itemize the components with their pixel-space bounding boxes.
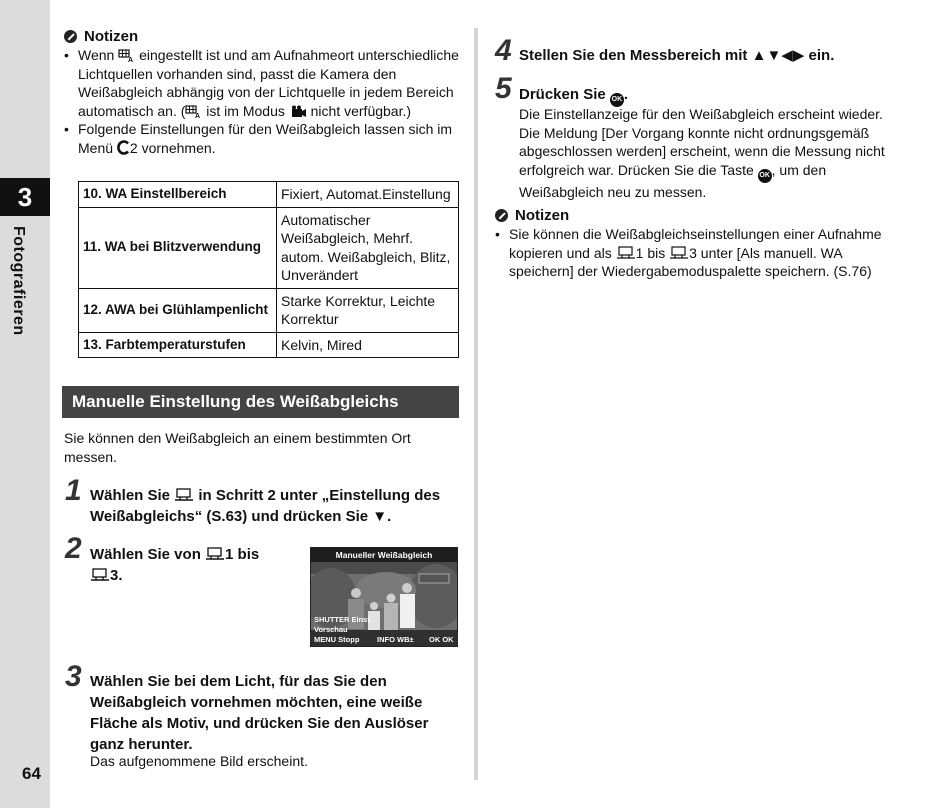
note-pencil-icon (64, 30, 77, 43)
step-1-text: Wählen Sie in Schritt 2 unter „Einstellung des Weißabgleichs“ (S.63) und drücken Sie ▼. (90, 487, 441, 525)
step-4-text: Stellen Sie den Messbereich mit ▲▼◀▶ ein. (519, 47, 835, 64)
manual-wb-icon (174, 488, 194, 502)
chapter-sidebar (0, 0, 50, 808)
ok-button-icon: OK (610, 93, 624, 107)
camera-screen-label: Vorschau (314, 625, 348, 634)
step-3-subtext: Das aufgenommene Bild erscheint. (90, 753, 308, 769)
note-bullets (495, 225, 895, 281)
step-number: 3 (65, 660, 82, 693)
direction-arrows-icon: ▲▼◀▶ (751, 47, 805, 64)
svg-text:A: A (128, 57, 134, 62)
ok-button-icon: OK (758, 169, 772, 183)
step-number: 1 (65, 474, 82, 507)
note-block-right (495, 207, 895, 281)
section-intro: Sie können den Weißabgleich an einem bestimmten Ort messen. (64, 430, 411, 465)
camera-screen-label: SHUTTER Einst. (314, 615, 372, 624)
camera-screen-label: INFO WB± (377, 635, 414, 644)
multi-auto-wb-icon (185, 105, 202, 118)
step-5-title: Drücken Sie OK . (519, 84, 919, 107)
multi-auto-wb-icon (118, 49, 135, 62)
camera-screen-label: OK OK (429, 635, 454, 644)
manual-wb-icon (616, 246, 636, 260)
table-row: 10. WA Einstellbereich Fixiert, Automat.Einstellung (79, 182, 459, 208)
table-row: 12. AWA bei Glühlampenlicht Starke Korrektur, Leichte Korrektur (79, 288, 459, 332)
note-bullet: • Wenn A eingestellt ist und am Aufnahmeort unterschiedliche Lichtquellen vorhanden sind, passt die Kamera den Weißabgleich abhängig von der Lichtquelle in jedem Bereich automatisch an. ( A ist im Modus nicht verfügbar.) (64, 46, 460, 120)
camera-screen-label: MENU Stopp (314, 635, 360, 644)
note-bullet: • Folgende Einstellungen für den Weißabgleich lassen sich im Menü 2 vornehmen. (64, 120, 460, 157)
camera-screen-illustration (310, 547, 458, 647)
chapter-label: Fotografieren (10, 226, 27, 336)
svg-text:A: A (195, 112, 201, 118)
note-bullet: • Sie können die Weißabgleichseinstellungen einer Aufnahme kopieren und als 1 bis 3 unter [Als manuell. WA speichern] der Wiedergabemoduspalette speichern. (S.76) (495, 225, 895, 281)
column-divider (474, 28, 478, 780)
step-number: 4 (495, 34, 512, 67)
camera-screen-title: Manueller Weißabgleich (335, 550, 433, 560)
manual-wb-icon (669, 246, 689, 260)
settings-table (78, 181, 459, 358)
table-row: 11. WA bei Blitzverwendung Automatischer Weißabgleich, Mehrf. autom. Weißabgleich, Blitz, Unverändert (79, 207, 459, 288)
manual-wb-icon (90, 568, 110, 582)
section-title: Manuelle Einstellung des Weißabgleichs (62, 386, 459, 418)
page-number: 64 (22, 764, 41, 783)
note-title: Notizen (84, 28, 139, 45)
note-pencil-icon (495, 209, 508, 222)
note-block-left (64, 28, 460, 157)
manual-wb-icon (205, 547, 225, 561)
chapter-number: 3 (0, 178, 50, 216)
step-2-text: Wählen Sie von 1 bis 3. (90, 546, 260, 584)
custom-menu-c-icon (117, 140, 130, 155)
note-bullets (64, 46, 460, 157)
step-number: 5 (495, 72, 512, 105)
step-5-body: Die Einstellanzeige für den Weißabgleich erscheint wieder. Die Meldung [Der Vorgang konnte nicht ordnungsgemäß abgeschlossen werden] erscheint, wenn die Messung nicht erfolgreich war. Drücken Sie die Taste OK , um den Weißabgleich neu zu messen. (519, 106, 885, 200)
movie-mode-icon (289, 105, 307, 118)
step-number: 2 (65, 532, 82, 565)
note-title: Notizen (515, 207, 570, 224)
step-3-text: Wählen Sie bei dem Licht, für das Sie den Weißabgleich vornehmen möchten, eine weiße Fläche als Motiv, und drücken Sie den Auslöser ganz herunter. (90, 673, 429, 753)
table-row: 13. Farbtemperaturstufen Kelvin, Mired (79, 332, 459, 358)
down-arrow-icon: ▼ (372, 508, 388, 525)
